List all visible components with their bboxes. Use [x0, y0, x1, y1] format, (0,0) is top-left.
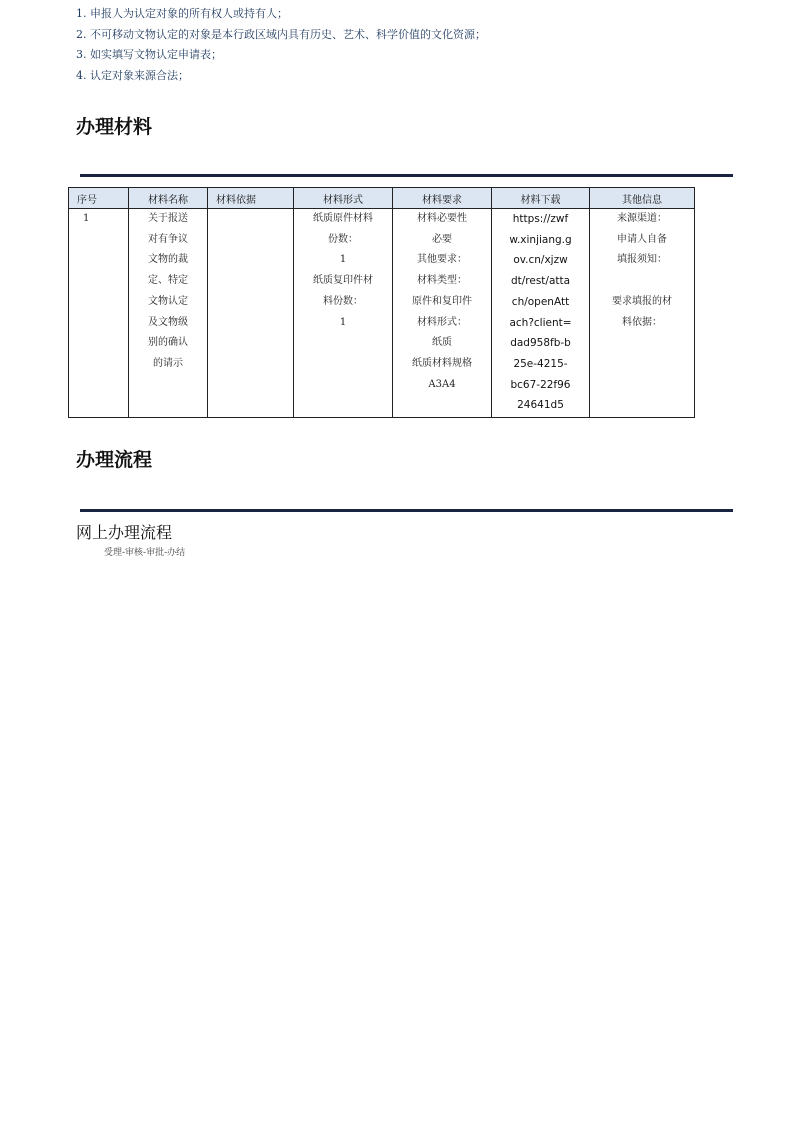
cell-text-line: 材料形式： [417, 316, 467, 328]
header-form: 材料形式 [294, 188, 393, 209]
cell-text-line: 材料必要性 [417, 213, 467, 224]
header-download: 材料下载 [492, 188, 590, 209]
cell-text-line: 要求填报的材 [612, 295, 672, 307]
header-seq: 序号 [69, 188, 129, 209]
process-divider [80, 509, 733, 512]
cell-text-line: 别的确认 [148, 337, 188, 349]
table-row [69, 209, 695, 418]
header-other: 其他信息 [590, 188, 695, 209]
cell-text-line: 原件和复印件 [412, 295, 472, 307]
cell-text-line[interactable]: bc67-22f96 [510, 378, 571, 391]
cell-text-line: 纸质材料规格 [412, 357, 472, 369]
cell-text-line[interactable]: ach?client= [509, 316, 572, 329]
cell-other-info [590, 209, 695, 418]
cell-text-line: 文物认定 [148, 295, 188, 307]
cell-text-line: 及文物级 [148, 316, 188, 328]
conditions-list [76, 4, 486, 86]
materials-divider [80, 174, 733, 177]
cell-text-line[interactable]: ov.cn/xjzw [513, 254, 568, 267]
cell-text-line: 填报须知： [617, 254, 667, 266]
cell-text-line: 1 [83, 213, 90, 224]
cell-text-line: 料依据： [622, 316, 662, 328]
cell-text-line: 来源渠道： [617, 213, 667, 224]
cell-text-line[interactable]: w.xinjiang.g [509, 233, 572, 246]
cell-text-line: A3A4 [428, 378, 456, 390]
online-process-title: 网上办理流程 [76, 523, 173, 542]
header-requirement: 材料要求 [393, 188, 492, 209]
cell-text-line: 份数： [328, 233, 358, 245]
cell-text-line: 纸质复印件材 [313, 275, 373, 287]
condition-item: 1. 申报人为认定对象的所有权人或持有人； [76, 7, 288, 20]
online-process-steps: 受理-审核-审批-办结 [104, 548, 186, 558]
cell-text-line: 的请示 [153, 357, 183, 369]
cell-text-line: 申请人自备 [617, 233, 667, 245]
cell-material-basis [208, 209, 294, 418]
materials-table [68, 187, 695, 418]
cell-text-line: 定、特定 [148, 275, 188, 287]
cell-text-line: 文物的裁 [148, 254, 188, 266]
header-basis: 材料依据 [208, 188, 294, 209]
cell-text-line: 纸质原件材料 [313, 213, 373, 224]
cell-text-line[interactable]: https://zwf [512, 213, 569, 225]
condition-item: 3. 如实填写文物认定申请表； [76, 48, 222, 61]
cell-seq [69, 209, 129, 418]
condition-item: 4. 认定对象来源合法； [76, 68, 189, 82]
cell-text-line: 材料类型： [417, 275, 467, 287]
cell-text-line[interactable]: dad958fb-b [510, 337, 571, 350]
materials-heading: 办理材料 [76, 116, 153, 138]
cell-material-download [492, 209, 590, 418]
cell-text-line: 关于报送 [148, 213, 188, 224]
cell-text-line: 1 [339, 316, 347, 328]
cell-text-line: 1 [339, 254, 347, 266]
table-header-row [69, 188, 695, 209]
cell-material-form [294, 209, 393, 418]
cell-text-line[interactable]: ch/openAtt [511, 295, 570, 308]
cell-text-line: 料份数： [323, 295, 363, 307]
cell-material-name [129, 209, 208, 418]
cell-text-line: 纸质 [432, 337, 452, 349]
cell-text-line: 必要 [432, 233, 452, 245]
cell-text-line: 对有争议 [148, 233, 188, 245]
header-name: 材料名称 [129, 188, 208, 209]
process-heading: 办理流程 [76, 449, 153, 471]
cell-text-line[interactable]: 25e-4215- [513, 357, 568, 370]
cell-material-requirement [393, 209, 492, 418]
cell-text-line: 其他要求： [417, 254, 467, 266]
condition-item: 2. 不可移动文物认定的对象是本行政区域内具有历史、艺术、科学价值的文化资源； [76, 27, 486, 41]
cell-text-line [590, 271, 694, 292]
cell-text-line[interactable]: dt/rest/atta [510, 275, 571, 288]
cell-text-line[interactable]: 24641d5 [517, 399, 564, 412]
